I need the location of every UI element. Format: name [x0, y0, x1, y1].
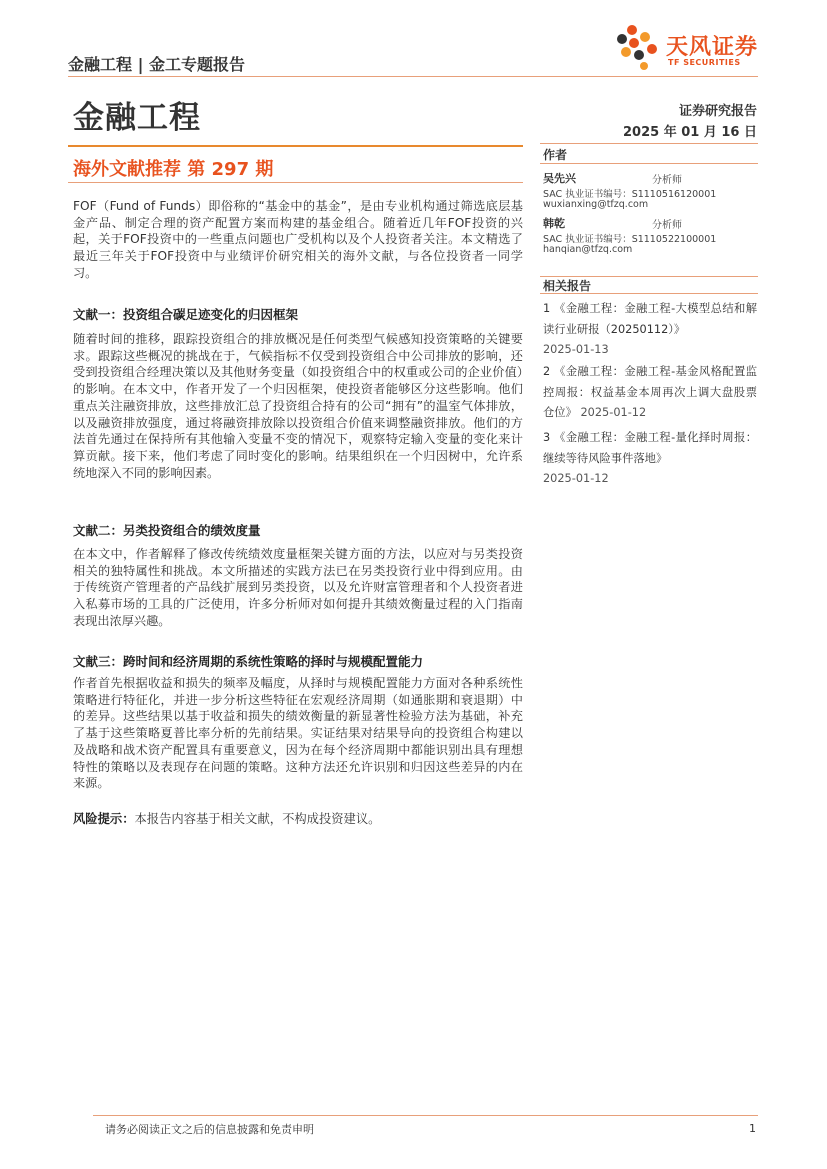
logo-text-en: TF SECURITIES: [668, 58, 741, 67]
page-title: 金融工程: [73, 100, 201, 136]
author-email[interactable]: wuxianxing@tfzq.com: [543, 199, 649, 210]
section-3-body: 作者首先根据收益和损失的频率及幅度，从择时与规模配置能力方面对各种系统性策略进行特征化，并进一步分析这些特征在宏观经济周期（如通胀期和衰退期）中的差异。这些结果以基于收益和损失的绩效衡量的新显著性检验方法为基础，补充了基于这些策略夏普比率分析的先前结果。实证结果对结果导向的投资组合构建以及战略和战术资产配置具有重要意义，因为在每个经济周期中都能识别出具有理想特性的策略以及表现存在问题的策略。这种方法还允许识别和归因这些差异的内在来源。: [73, 676, 523, 791]
related-report-date: 2025-01-12: [580, 406, 647, 419]
footer-disclaimer[interactable]: 请务必阅读正文之后的信息披露和免责申明: [105, 1123, 314, 1136]
risk-warning: [73, 809, 380, 827]
related-report-item[interactable]: [543, 428, 757, 490]
report-date: 2025 年 01 月 16 日: [623, 125, 757, 140]
sidebar-divider: [540, 163, 758, 164]
risk-label: 风险提示：: [73, 812, 135, 826]
related-report-title[interactable]: 2 《金融工程：金融工程-基金风格配置监控周报：权益基金本周再次上调大盘股票仓位》: [543, 365, 757, 419]
author-name: 吴先兴: [543, 172, 576, 185]
section-1-body: 随着时间的推移，跟踪投资组合的排放概况是任何类型气候感知投资策略的关键要求。跟踪这些概况的挑战在于，气候指标不仅受到投资组合中公司排放的影响，还受到投资组合经理决策以及其他财务变量（如投资组合中的权重或公司的企业价值）的影响。在本文中，作者开发了一个归因框架，使投资者能够区分这些影响。他们重点关注融资排放，这些排放汇总了投资组合持有的公司“拥有”的温室气体排放，以及融资排放强度，通过将融资排放除以投资组合价值来调整融资排放。他们的方法首先通过在保持所有其他输入变量不变的情况下，观察特定输入变量的变化来计算贡献。接下来，他们考虑了同时变化的影响。结果组织在一个归因树中，允许系统地深入不同的影响因素。: [73, 332, 523, 480]
section-2-heading: 文献二：另类投资组合的绩效度量: [73, 523, 261, 538]
subtitle-divider: [68, 182, 523, 183]
related-report-item[interactable]: [543, 362, 757, 424]
footer-divider: [93, 1115, 758, 1116]
section-2-body: 在本文中，作者解释了修改传统绩效度量框架关键方面的方法，以应对与另类投资相关的独特属性和挑战。本文所描述的实践方法已在另类投资行业中得到应用。由于传统资产管理者的产品线扩展到另类投资，以及允许财富管理者和个人投资者进入私募市场的工具的广泛使用，许多分析师对如何提升其绩效衡量过程的入门指南表现出浓厚兴趣。: [73, 547, 523, 628]
intro-paragraph: FOF（Fund of Funds）即俗称的“基金中的基金”，是由专业机构通过筛选底层基金产品、制定合理的资产配置方案而构建的基金组合。随着近几年FOF投资的兴起，关于FOF投资中的一些重点问题也广受机构以及个人投资者关注。本文精选了最近三年关于FOF投资中与业绩评价研究相关的海外文献，与各位投资者一同学习。: [73, 199, 523, 280]
report-subtitle: 海外文献推荐 第 297 期: [73, 159, 274, 180]
author-name: 韩乾: [543, 217, 565, 230]
author-role: 分析师: [652, 175, 682, 186]
report-type: 证券研究报告: [678, 104, 757, 119]
header-divider: [68, 76, 758, 77]
related-report-date: 2025-01-13: [543, 343, 609, 356]
section-1-heading: 文献一：投资组合碳足迹变化的归因框架: [73, 307, 299, 322]
related-report-title[interactable]: 1 《金融工程：金融工程-大模型总结和解读行业研报（20250112）》: [543, 302, 757, 336]
authors-heading: 作者: [543, 148, 568, 162]
sidebar-divider: [540, 293, 758, 294]
author-sac: SAC 执业证书编号：S1110516120001: [543, 189, 717, 200]
author-sac: SAC 执业证书编号：S1110522100001: [543, 234, 717, 245]
risk-text: 本报告内容基于相关文献，不构成投资建议。: [134, 812, 381, 826]
author-email[interactable]: hanqian@tfzq.com: [543, 244, 633, 255]
page-number: 1: [749, 1122, 756, 1135]
logo-text-cn: 天风证券: [666, 35, 759, 60]
related-reports-heading: 相关报告: [543, 279, 592, 293]
section-3-heading: 文献三：跨时间和经济周期的系统性策略的择时与规模配置能力: [73, 654, 424, 669]
title-divider: [68, 145, 523, 147]
author-role: 分析师: [652, 220, 682, 231]
related-report-item[interactable]: [543, 299, 757, 361]
related-report-title[interactable]: 3 《金融工程：金融工程-量化择时周报：继续等待风险事件落地》: [543, 431, 757, 465]
sidebar-divider: [540, 143, 758, 144]
header-section-title: 金融工程 | 金工专题报告: [68, 55, 245, 74]
related-report-date: 2025-01-12: [543, 472, 609, 485]
